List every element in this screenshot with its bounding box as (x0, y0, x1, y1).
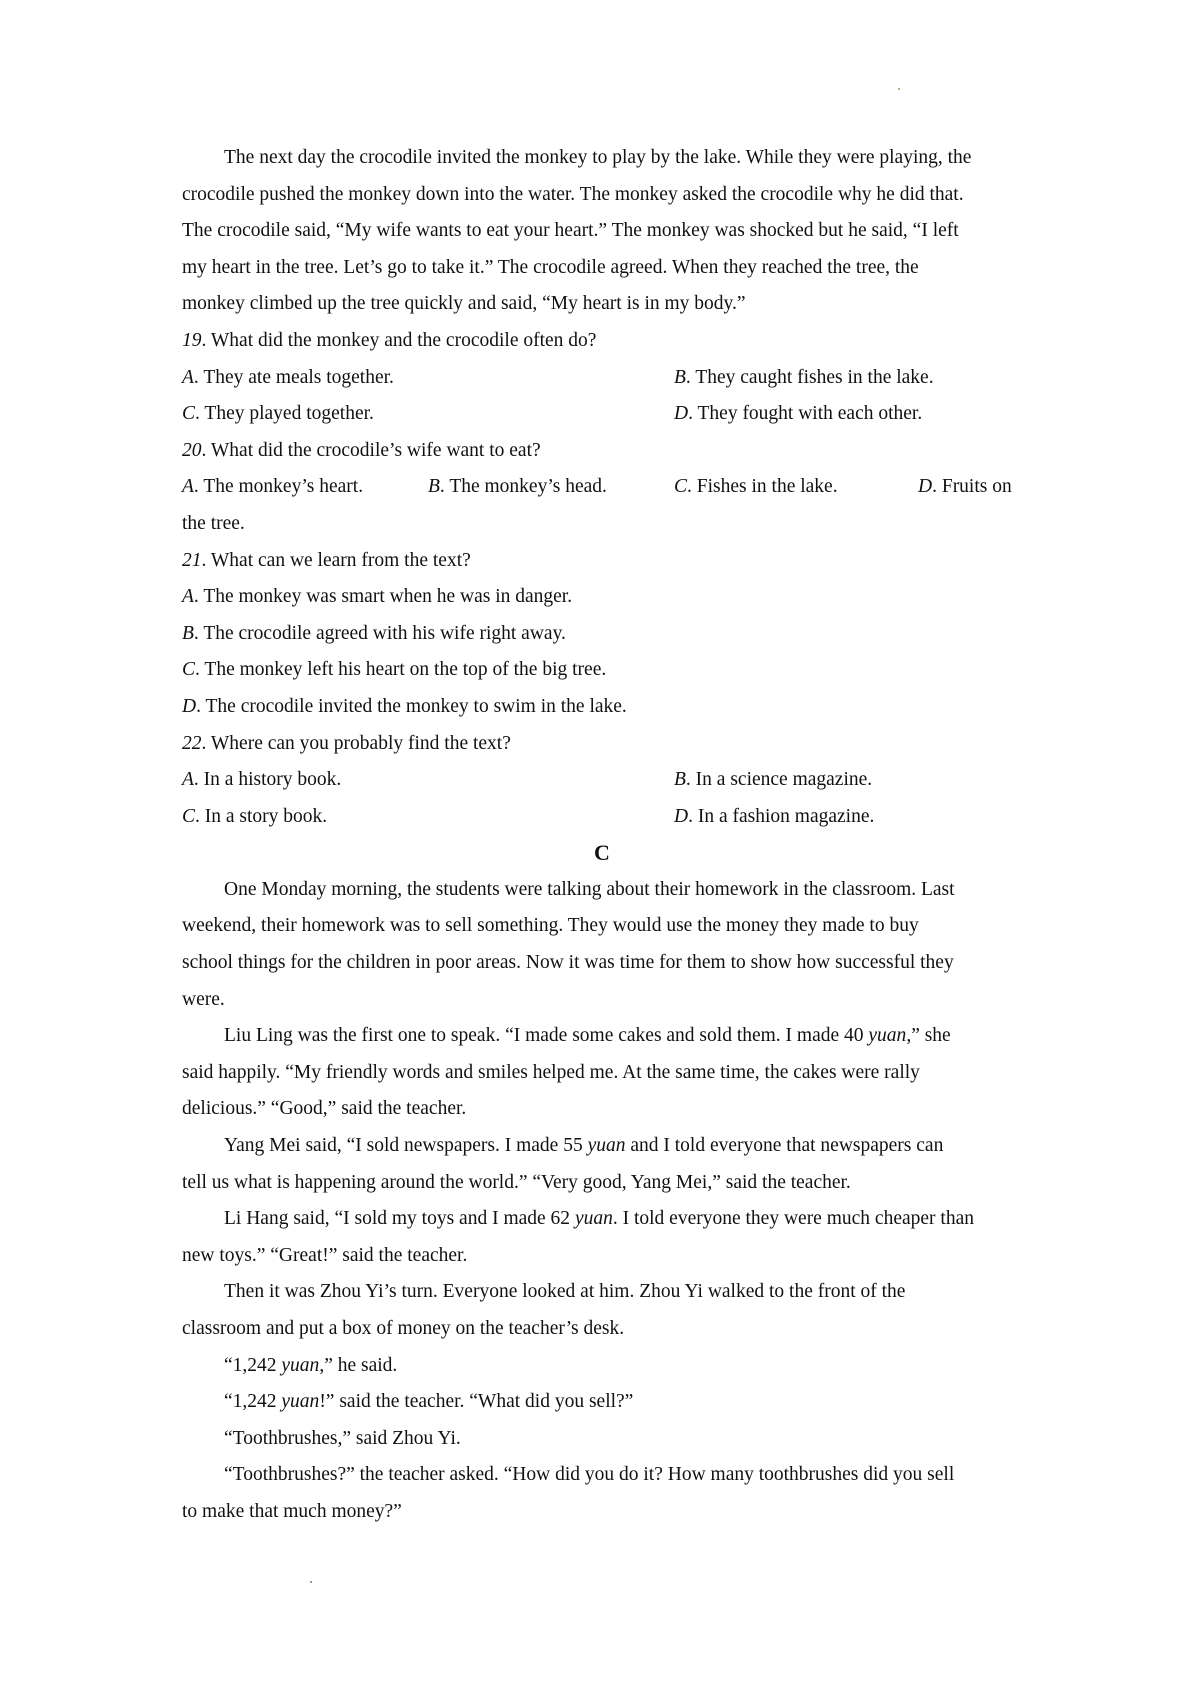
options-row (182, 360, 1022, 397)
question-number: 20 (182, 439, 202, 461)
passage-c-paragraph-3 (182, 1128, 1022, 1201)
question-text: What did the crocodile’s wife want to eat? (210, 439, 541, 461)
text-line: Liu Ling was the first one to speak. “I made some cakes and sold them. I made 40 yuan,” she (224, 1025, 951, 1047)
option-d[interactable]: D. They fought with each other. (674, 403, 923, 425)
option-d-wrap: the tree. (182, 512, 245, 534)
text-line: Then it was Zhou Yi’s turn. Everyone looked at him. Zhou Yi walked to the front of the (224, 1281, 906, 1303)
text-line: “Toothbrushes?” the teacher asked. “How did you do it? How many toothbrushes did you sell (224, 1464, 955, 1486)
question-22 (182, 726, 1022, 836)
option-d[interactable]: D. Fruits on (918, 476, 1012, 498)
text-line: said happily. “My friendly words and smiles helped me. At the same time, the cakes were rally (182, 1061, 920, 1083)
passage-c-paragraph-9 (182, 1457, 1022, 1530)
passage-c-paragraph-5 (182, 1274, 1022, 1347)
option-c[interactable]: C. The monkey left his heart on the top of the big tree. (182, 659, 607, 681)
text-line: tell us what is happening around the world.” “Very good, Yang Mei,” said the teacher. (182, 1171, 851, 1193)
question-text: Where can you probably find the text? (210, 732, 511, 754)
text-line: Li Hang said, “I sold my toys and I made 62 yuan. I told everyone they were much cheaper than (224, 1208, 974, 1230)
options-row (182, 762, 1022, 799)
text-line: crocodile pushed the monkey down into the water. The monkey asked the crocodile why he did that. (182, 183, 964, 205)
option-c[interactable]: C. They played together. (182, 403, 374, 425)
option-d[interactable]: D. The crocodile invited the monkey to swim in the lake. (182, 695, 627, 717)
question-stem: 21. What can we learn from the text? (182, 549, 471, 571)
question-stem: 20. What did the crocodile’s wife want to eat? (182, 439, 541, 461)
option-a[interactable]: A. They ate meals together. (182, 366, 394, 388)
text-line: monkey climbed up the tree quickly and said, “My heart is in my body.” (182, 293, 746, 315)
option-a[interactable]: A. In a history book. (182, 769, 342, 791)
text-line: were. (182, 988, 225, 1010)
text-line: my heart in the tree. Let’s go to take it.” The crocodile agreed. When they reached the tree, the (182, 256, 919, 278)
passage-c-paragraph-4 (182, 1201, 1022, 1274)
option-c[interactable]: C. Fishes in the lake. (674, 476, 838, 498)
question-number: 19 (182, 329, 202, 351)
passage-c-paragraph-6: “1,242 yuan,” he said. (224, 1354, 398, 1376)
text-line: delicious.” “Good,” said the teacher. (182, 1098, 467, 1120)
question-20 (182, 433, 1022, 543)
options-row (182, 799, 1022, 836)
option-b[interactable]: B. The crocodile agreed with his wife right away. (182, 622, 566, 644)
text-line: classroom and put a box of money on the teacher’s desk. (182, 1318, 625, 1339)
option-a[interactable]: A. The monkey was smart when he was in danger. (182, 586, 573, 608)
document-content (182, 140, 1022, 1531)
text-line: One Monday morning, the students were talking about their homework in the classroom. Last (224, 878, 955, 900)
passage-b-paragraph (182, 140, 1022, 323)
options-row (182, 469, 1022, 506)
text-line: weekend, their homework was to sell something. They would use the money they made to buy (182, 915, 919, 937)
option-b[interactable]: B. They caught fishes in the lake. (674, 366, 934, 388)
option-c[interactable]: C. In a story book. (182, 805, 328, 827)
question-text: What can we learn from the text? (210, 549, 471, 571)
scan-dot-mark (310, 1581, 312, 1583)
question-text: What did the monkey and the crocodile often do? (210, 329, 597, 351)
text-line: Yang Mei said, “I sold newspapers. I made 55 yuan and I told everyone that newspapers can (224, 1135, 944, 1157)
question-stem: 22. Where can you probably find the text? (182, 732, 511, 754)
question-stem: 19. What did the monkey and the crocodile often do? (182, 329, 597, 351)
option-b[interactable]: B. In a science magazine. (674, 769, 873, 791)
option-b[interactable]: B. The monkey’s head. (428, 476, 607, 498)
section-title: C (594, 840, 610, 866)
scan-dot-mark (898, 88, 900, 90)
option-d[interactable]: D. In a fashion magazine. (674, 805, 875, 827)
passage-c-paragraph-1 (182, 872, 1022, 1018)
text-line: new toys.” “Great!” said the teacher. (182, 1244, 468, 1266)
text-line: The next day the crocodile invited the monkey to play by the lake. While they were playing, the (224, 147, 972, 168)
question-21 (182, 543, 1022, 726)
option-a[interactable]: A. The monkey’s heart. (182, 476, 364, 498)
text-line: to make that much money?” (182, 1500, 402, 1522)
question-number: 21 (182, 549, 202, 571)
passage-c-paragraph-7: “1,242 yuan!” said the teacher. “What did you sell?” (224, 1391, 634, 1413)
question-19 (182, 323, 1022, 433)
passage-c-paragraph-2 (182, 1018, 1022, 1128)
text-line: school things for the children in poor areas. Now it was time for them to show how successful they (182, 952, 954, 974)
text-line: The crocodile said, “My wife wants to eat your heart.” The monkey was shocked but he said, “I left (182, 220, 959, 242)
options-row (182, 396, 1022, 433)
question-number: 22 (182, 732, 202, 754)
passage-c-paragraph-8: “Toothbrushes,” said Zhou Yi. (224, 1427, 461, 1449)
